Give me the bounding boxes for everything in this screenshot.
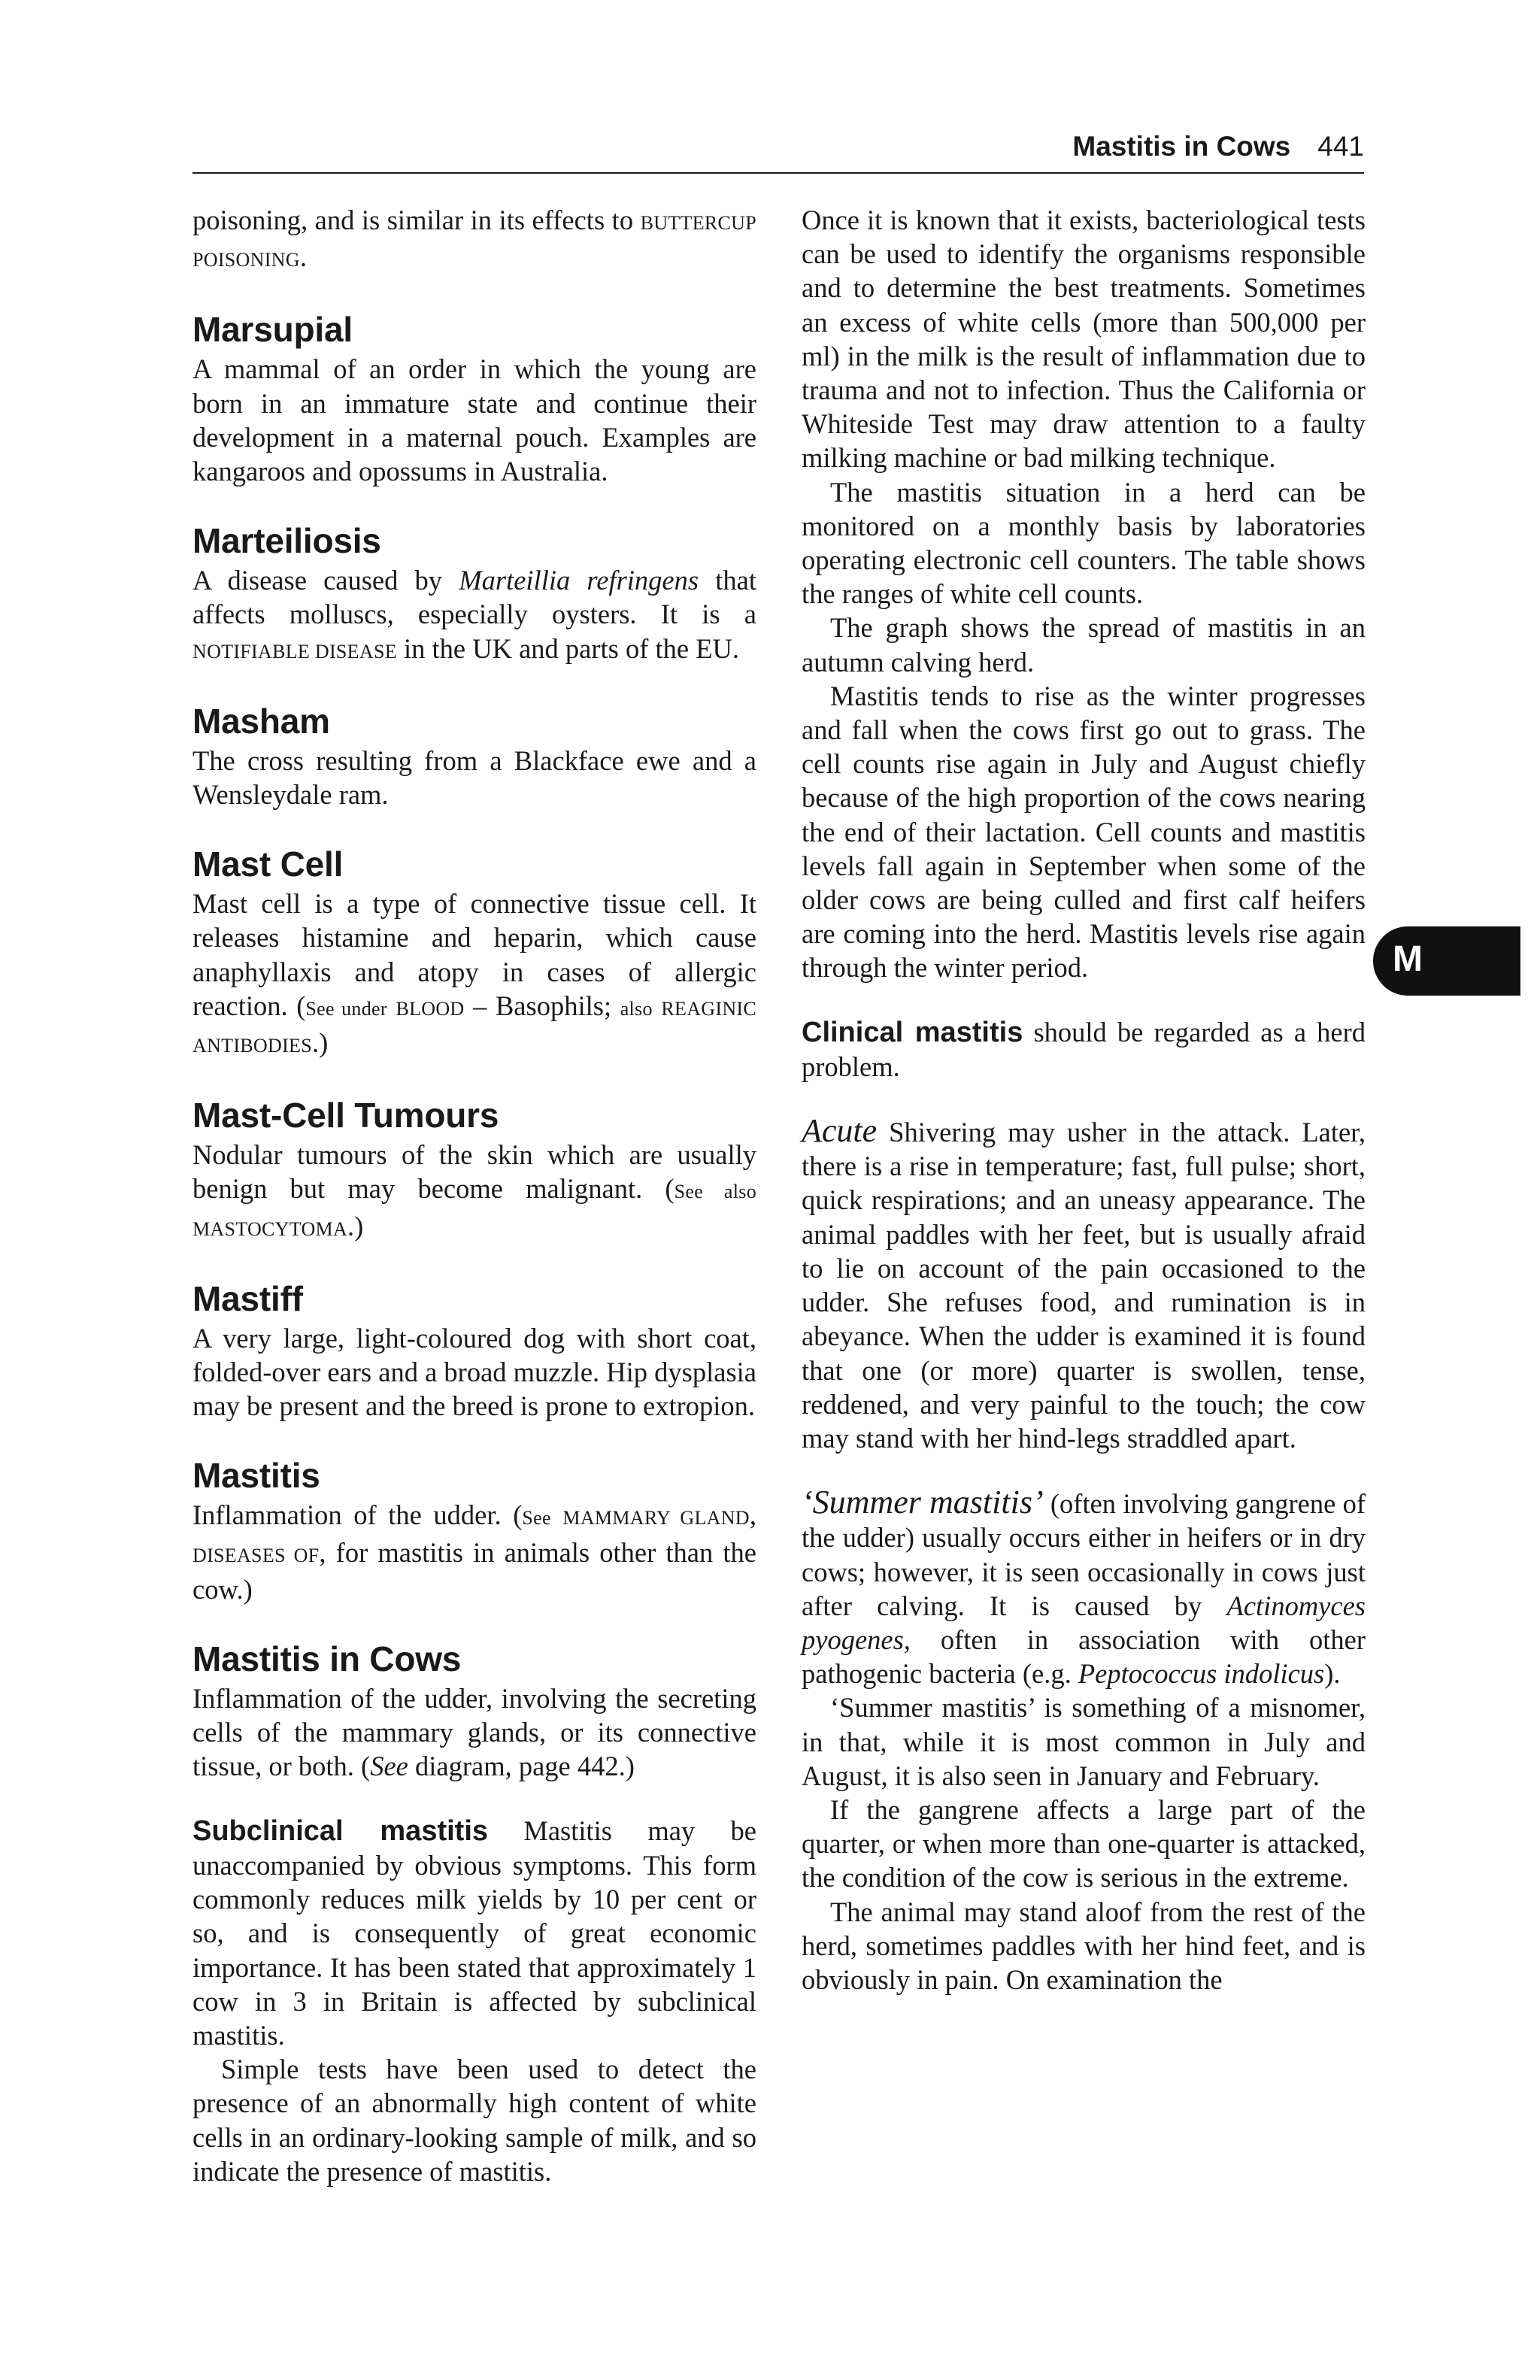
text-run: – Basophils; [464,990,620,1021]
entry-continued [192,203,756,277]
entry-text [192,203,756,277]
text-run: Nodular tumours of the skin which are usually benign but may become malignant. ( [192,1139,756,1205]
entry-marsupial [192,308,756,488]
see-note: See [522,1507,551,1530]
text-run: .) [347,1210,364,1242]
page-number: 441 [1317,131,1364,162]
headword: Marteiliosis [192,521,381,561]
body-paragraph: If the gangrene affects a large part of the quarter, or when more than one-quarter is attacked, the condition of the cow is serious in the extreme. [802,1793,1366,1893]
entry-text: The cross resulting from a Blackface ewe and a Wensleydale ram. [192,744,756,811]
text-run: Mastitis may be unaccompanied by obvious symptoms. This form commonly reduces milk yields by 10 per cent or so, and is consequently of great economic importance. It has been stated that approximately 1 cow in 3 in Britain is affected by subclinical mastitis. [192,1815,756,2051]
header-rule [192,172,1364,174]
run-in-heading: Clinical mastitis [802,1016,1023,1048]
body-paragraph: Mastitis tends to rise as the winter progresses and fall when the cows first go out to grass. The cell counts rise again in July and August chiefly because of the high proportion of the cows nearing the end of their lactation. Cell counts and mastitis levels fall again in September when some of the older cows are being culled and first calf heifers are coming into the herd. Mastitis levels rise again through the winter period. [802,680,1366,984]
body-paragraph: ‘Summer mastitis’ is something of a misnomer, in that, while it is most common in July and August, it is also seen in January and February. [802,1692,1366,1791]
body-paragraph: Simple tests have been used to detect the presence of an abnormally high content of white cells in an ordinary-looking sample of milk, and so indicate the presence of mastitis. [192,2054,756,2187]
entry-mastiff [192,1278,756,1423]
text-run: diagram, page 442.) [408,1751,635,1782]
text-run: (often involving gangrene of the udder) usually occurs either in heifers or in dry cows; however, it is seen occasionally in cows just after calving. It is caused by [802,1488,1366,1621]
right-column [802,203,1366,1996]
entry-marteiliosis [192,520,756,669]
headword: Marsupial [192,310,353,350]
species-name: Marteillia refringens [459,565,699,596]
left-column [192,203,756,2188]
entry-text [192,1498,756,1606]
entry-text: A mammal of an order in which the young are born in an immature state and continue their development in a maternal pouch. Examples are kangaroos and opossums in Australia. [192,353,756,487]
text-run: Mast cell is a type of connective tissue cell. It releases histamine and heparin, which cause anaphyllaxis and atopy in cases of allergic reaction. ( [192,888,756,1021]
text-run: poisoning, and is similar in its effects to [192,205,641,235]
text-run: ). [1324,1658,1341,1690]
body-paragraph: The animal may stand aloof from the rest of the herd, sometimes paddles with her hind feet, and is obviously in pain. On examination the [802,1896,1366,1995]
species-name: Peptococcus indolicus [1078,1658,1325,1690]
headword: Mastitis in Cows [192,1639,462,1679]
entry-text [192,1681,756,1784]
summer-mastitis-paragraph [802,1485,1366,1690]
headword: Mast Cell [192,844,344,884]
cross-reference: NOTIFIABLE DISEASE [192,640,397,662]
entry-text [192,887,756,1063]
text-run: . [299,241,307,273]
run-in-heading: Subclinical mastitis [192,1815,489,1847]
text-run: Inflammation of the udder. ( [192,1499,523,1531]
entry-mast-cell-tumours [192,1094,756,1246]
section-thumb-tab [1373,926,1520,996]
cross-reference: MAMMARY GLAND [562,1507,750,1530]
text-run: Shivering may usher in the attack. Later, there is a rise in temperature; fast, full pulse; short, quick respirations; and an uneasy appearance. The animal paddles with her feet, but is usually afraid to lie on account of the pain occasioned to the udder. She refuses food, and rumination is in abeyance. When the udder is examined it is found that one (or more) quarter is swollen, tense, reddened, and very painful to the touch; the cow may stand with her hind-legs straddled apart. [802,1117,1366,1454]
see-note: See [370,1751,408,1782]
cross-reference: REAGINIC ANTIBODIES [192,997,757,1057]
headword: Mast-Cell Tumours [192,1096,499,1135]
headword: Mastitis [192,1456,320,1496]
text-run: should be regarded as a herd problem. [802,1016,1366,1082]
subclinical-paragraph [192,1814,756,2052]
headword: Masham [192,701,330,741]
body-paragraph: Once it is known that it exists, bacteriological tests can be used to identify the organisms responsible and to determine the best treatments. Sometimes an excess of white cells (more than 500,000 per ml) in the milk is the result of inflammation due to trauma and not to infection. Thus the California or Whiteside Test may draw attention to a faulty milking machine or bad milking technique. [802,205,1366,474]
see-note: See under [305,997,387,1020]
entry-text: A very large, light-coloured dog with short coat, folded-over ears and a broad muzzle. Hip dysplasia may be present and the breed is prone to extropion. [192,1322,756,1422]
species-name: Actinomyces pyogenes, [802,1590,1366,1655]
entry-text [192,1138,756,1246]
running-head-title: Mastitis in Cows [1072,131,1291,162]
see-note: See also [674,1181,756,1203]
cross-reference: DISEASES OF [192,1544,320,1566]
clinical-paragraph [802,1015,1366,1084]
body-paragraph: The graph shows the spread of mastitis in an autumn calving herd. [802,612,1366,678]
cross-reference: BUTTERCUP POISONING [192,212,756,271]
entry-mastitis [192,1454,756,1606]
entry-masham [192,700,756,811]
cross-reference: BLOOD [396,997,465,1020]
running-head [192,125,1364,168]
run-in-heading: ‘Summer mastitis’ [802,1484,1044,1521]
thumb-tab-letter: M [1393,939,1423,979]
text-run: .) [312,1027,329,1059]
headword: Mastiff [192,1278,303,1318]
see-note: also [620,997,653,1020]
text-run: , for mastitis in animals other than the cow.) [192,1536,756,1605]
cross-reference: MASTOCYTOMA [192,1217,348,1240]
text-run: that affects molluscs, especially oysters. It is a [192,565,756,630]
entry-mast-cell [192,843,756,1063]
entry-text [192,563,756,669]
body-paragraph: The mastitis situation in a herd can be monitored on a monthly basis by laboratories operating electronic cell counters. The table shows the ranges of white cell counts. [802,476,1366,610]
text-run: , [749,1499,757,1531]
acute-paragraph [802,1114,1366,1455]
text-run: A disease caused by [192,565,459,596]
text-run: Inflammation of the udder, involving the secreting cells of the mammary glands, or its connective tissue, or both. ( [192,1683,756,1782]
run-in-heading: Acute [802,1112,878,1150]
text-run: in the UK and parts of the EU. [396,632,740,664]
entry-mastitis-in-cows [192,1638,756,2188]
text-run: often in association with other pathogenic bacteria (e.g. [802,1624,1366,1690]
